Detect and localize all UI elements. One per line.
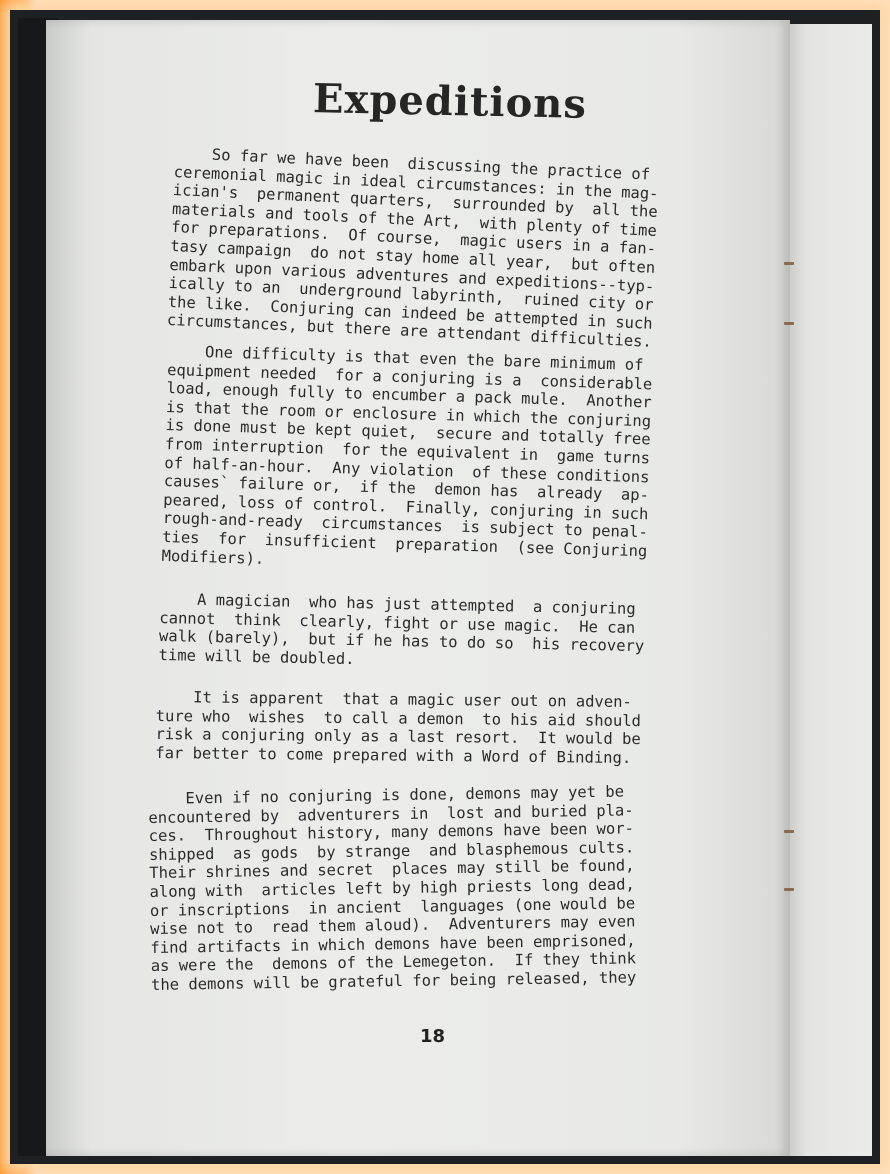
page-title: Expeditions	[312, 75, 588, 128]
binding-thread	[784, 262, 794, 265]
binding-thread	[784, 322, 794, 325]
page-number: 18	[420, 1026, 446, 1047]
paragraph-4: It is apparent that a magic user out on adven- ture who wishes to call a demon to his aid should risk a conjuring only as a last resort. It would be far better to come prepared with a Word of Binding.	[155, 688, 642, 767]
facing-page	[786, 24, 872, 1156]
binding-thread	[784, 888, 794, 891]
binding-thread	[784, 830, 794, 833]
paragraph-3: A magician who has just attempted a conjuring cannot think clearly, fight or use magic. He can walk (barely), but if he has to do so his recovery time will be doubled.	[158, 590, 645, 668]
paragraph-2: One difficulty is that even the bare minimum of equipment needed for a conjuring is a considerable load, enough fully to encumber a pack mule. Another is that the room or enclosure in which the conjuring is done must be kept quiet, secure and totally free from interruption for the equivalent in game turns of half-an-hour. Any violation of these conditions causes` failure or, if the demon has already ap- peared, loss of control. Finally, conjuring in such rough-and-ready circumstances is subject to penal- ties for insufficient preparation (see Conjuring Modifiers).	[161, 342, 653, 568]
paragraph-5: Even if no conjuring is done, demons may yet be encountered by adventurers in lost and buried pla- ces. Throughout history, many demons have been wor- shipped as gods by strange and blasphemous cults. Their shrines and secret places may still be found, along with articles left by high priests long dead, or inscriptions in ancient languages (one would be wise not to read them aloud). Adventurers may even find artifacts in which demons have been emprisoned, as were the demons of the Lemegeton. If they think the demons will be grateful for being released, they	[148, 782, 637, 994]
paragraph-1: So far we have been discussing the practice of ceremonial magic in ideal circumstances: in the mag- ician's permanent quarters, surrounded by all the materials and tools of the Art, with plenty of time for preparations. Of course, magic users in a fan- tasy campaign do not stay home all year, but often embark upon various adventures and expeditions--typ- ically to an underground labyrinth, ruined city or the like. Conjuring can indeed be attempted in such circumstances, but there are attendant difficulties.	[166, 144, 659, 352]
